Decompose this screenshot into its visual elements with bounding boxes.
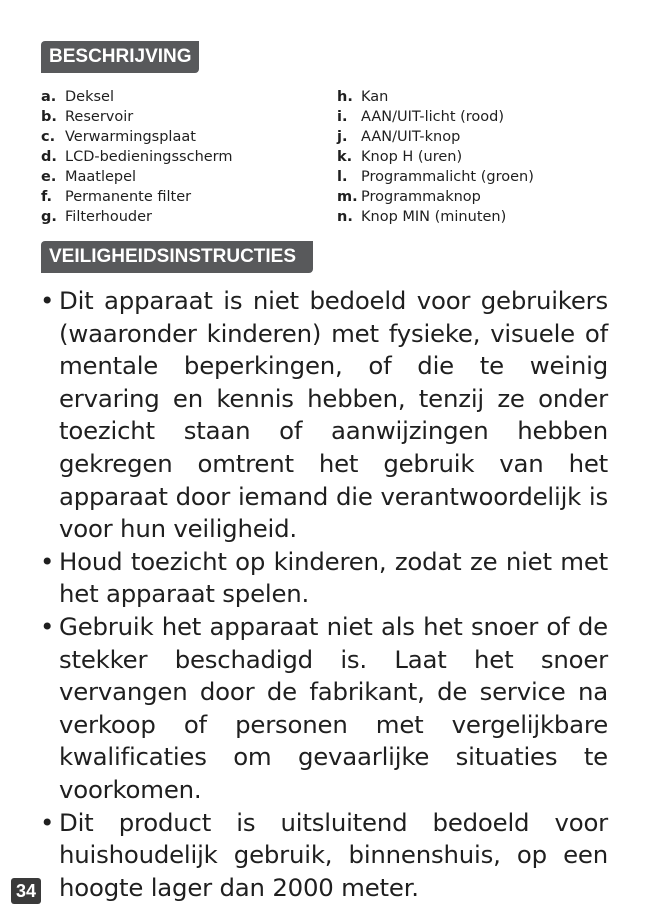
part-label: Reservoir (65, 109, 134, 125)
part-label: Programmaknop (361, 189, 481, 205)
part-item (337, 87, 534, 107)
instruction-text: Houd toezicht op kinderen, zodat ze niet met het apparaat spelen. (59, 546, 608, 609)
safety-instructions-list (40, 285, 608, 904)
part-item (41, 187, 233, 207)
part-label: LCD-bedieningsscherm (65, 149, 233, 165)
part-label: Verwarmingsplaat (65, 129, 196, 145)
part-letter: f. (41, 189, 53, 205)
part-letter: g. (41, 209, 57, 225)
safety-instruction (40, 611, 608, 807)
part-label: AAN/UIT-licht (rood) (361, 109, 505, 125)
part-label: AAN/UIT-knop (361, 129, 461, 145)
part-label: Filterhouder (65, 209, 152, 225)
part-item (41, 207, 233, 227)
part-item (41, 147, 233, 167)
part-label: Knop MIN (minuten) (361, 209, 507, 225)
instruction-text: Gebruik het apparaat niet als het snoer of de stekker beschadigd is. Laat het snoer vervangen door de fabrikant, de service na verkoop of personen met vergelijkbare kwalificaties om gevaarlijke situaties te voorkomen. (59, 611, 608, 804)
part-letter: a. (41, 89, 57, 105)
bullet-icon: • (40, 546, 55, 576)
part-label: Programmalicht (groen) (361, 169, 534, 185)
part-label: Deksel (65, 89, 114, 105)
part-label: Knop H (uren) (361, 149, 463, 165)
part-letter: n. (337, 209, 353, 225)
bullet-icon: • (40, 286, 55, 315)
part-label: Permanente filter (65, 189, 192, 205)
part-letter: k. (337, 149, 353, 165)
instruction-text: Dit apparaat is niet bedoeld voor gebruikers (waaronder kinderen) met fysieke, visuele of mentale beperkingen, of die te weinig ervaring en kennis hebben, tenzij ze onder toezicht staan of aanwijzingen hebben gekregen omtrent het gebruik van het apparaat door iemand die verantwoordelijk is voor hun veiligheid. (59, 286, 608, 544)
bullet-icon: • (40, 807, 55, 837)
part-letter: l. (337, 169, 348, 185)
parts-list-left (41, 87, 233, 227)
part-letter: i. (337, 109, 348, 125)
part-item (337, 107, 534, 127)
part-item (337, 207, 534, 227)
part-letter: j. (337, 129, 348, 145)
safety-instruction (40, 546, 608, 611)
part-item (337, 187, 534, 207)
part-item (337, 127, 534, 147)
bullet-icon: • (40, 611, 55, 641)
part-letter: e. (41, 169, 57, 185)
description-heading: BESCHRIJVING (41, 41, 199, 73)
part-letter: m. (337, 189, 358, 205)
part-item (41, 107, 233, 127)
page-number: 34 (11, 878, 41, 904)
part-letter: d. (41, 149, 57, 165)
parts-list-right (337, 87, 534, 227)
part-letter: b. (41, 109, 57, 125)
part-letter: h. (337, 89, 353, 105)
instruction-text: Dit product is uitsluitend bedoeld voor huishoudelijk gebruik, binnenshuis, op een hoogte lager dan 2000 meter. (59, 807, 608, 902)
safety-instruction (40, 807, 608, 905)
part-item (41, 87, 233, 107)
part-label: Kan (361, 89, 389, 105)
part-letter: c. (41, 129, 56, 145)
safety-instruction (40, 285, 608, 546)
safety-heading: VEILIGHEIDSINSTRUCTIES (41, 241, 313, 273)
part-label: Maatlepel (65, 169, 137, 185)
part-item (337, 147, 534, 167)
part-item (337, 167, 534, 187)
part-item (41, 127, 233, 147)
part-item (41, 167, 233, 187)
